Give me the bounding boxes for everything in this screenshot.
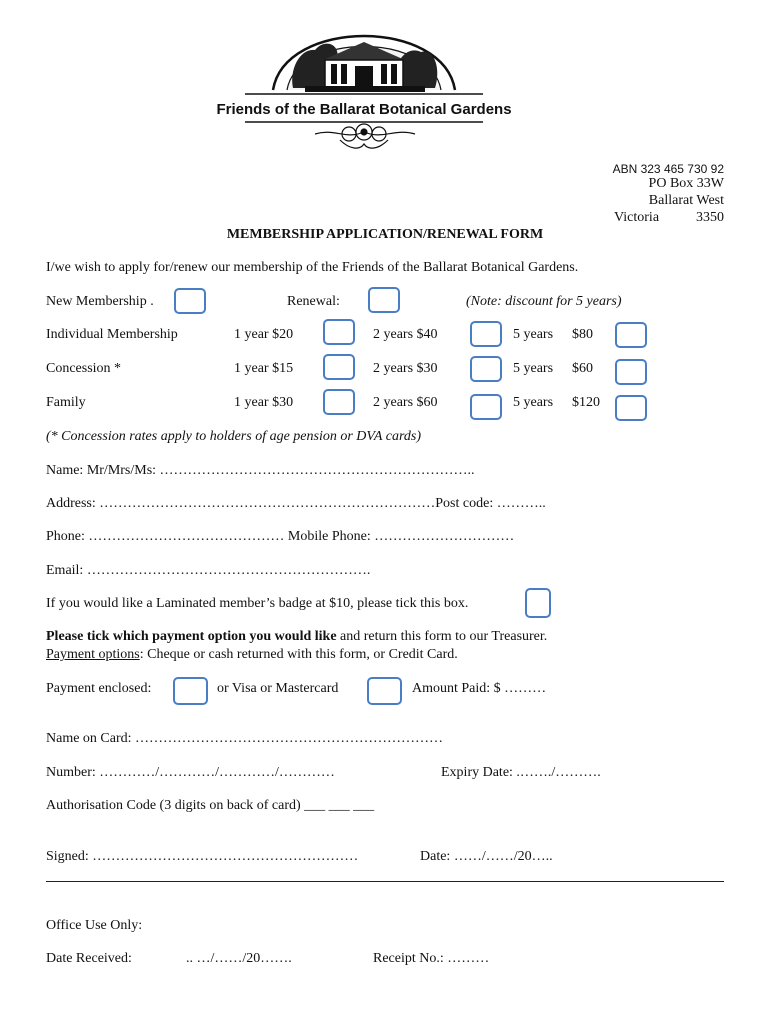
new-membership-label: New Membership . bbox=[46, 294, 154, 309]
date-received-value[interactable]: .. …/……/20……. bbox=[186, 951, 292, 966]
payment-instruction-rest: and return this form to our Treasurer. bbox=[336, 629, 548, 644]
name-on-card-field[interactable]: Name on Card: ………………………………………………………… bbox=[46, 731, 444, 746]
individual-5yr-checkbox[interactable] bbox=[615, 322, 647, 348]
receipt-number-field[interactable]: Receipt No.: ……… bbox=[373, 951, 490, 966]
concession-5yr-checkbox[interactable] bbox=[615, 359, 647, 385]
family-5yr-checkbox[interactable] bbox=[615, 395, 647, 421]
concession-note: (* Concession rates apply to holders of age pension or DVA cards) bbox=[46, 429, 421, 444]
renewal-checkbox[interactable] bbox=[368, 287, 400, 313]
rate-individual-5yr-price: $80 bbox=[572, 327, 593, 342]
divider bbox=[46, 881, 724, 882]
rate-family-5yr-price: $120 bbox=[572, 395, 600, 410]
signed-field[interactable]: Signed: ………………………………………………… bbox=[46, 849, 359, 864]
logo-text: Friends of the Ballarat Botanical Gardens bbox=[216, 101, 512, 118]
visa-mastercard-label: or Visa or Mastercard bbox=[217, 681, 339, 696]
date-received-label: Date Received: bbox=[46, 951, 132, 966]
rate-family-5yr-label: 5 years bbox=[513, 395, 554, 410]
payment-options-text: : Cheque or cash returned with this form, or Credit Card. bbox=[139, 647, 458, 662]
payment-instruction bbox=[46, 629, 547, 645]
rate-label-family: Family bbox=[46, 395, 86, 410]
discount-note: (Note: discount for 5 years) bbox=[466, 294, 622, 309]
new-membership-checkbox[interactable] bbox=[174, 288, 206, 314]
family-1yr-checkbox[interactable] bbox=[323, 389, 355, 415]
renewal-label: Renewal: bbox=[287, 294, 340, 309]
payment-enclosed-checkbox[interactable] bbox=[173, 677, 208, 705]
payment-enclosed-label: Payment enclosed: bbox=[46, 681, 152, 696]
rate-individual-1yr: 1 year $20 bbox=[234, 327, 294, 342]
visa-mastercard-checkbox[interactable] bbox=[367, 677, 402, 705]
rate-family-1yr: 1 year $30 bbox=[234, 395, 294, 410]
rate-individual-2yr: 2 years $40 bbox=[373, 327, 438, 342]
office-use-title: Office Use Only: bbox=[46, 918, 143, 933]
family-2yr-checkbox[interactable] bbox=[470, 394, 502, 420]
signed-date-field[interactable]: Date: ……/……/20….. bbox=[420, 849, 553, 864]
rate-individual-5yr-label: 5 years bbox=[513, 327, 554, 342]
rate-concession-2yr: 2 years $30 bbox=[373, 361, 438, 376]
address-postcode: 3350 bbox=[696, 210, 724, 225]
name-field[interactable]: Name: Mr/Mrs/Ms: ………………………………………………………….. bbox=[46, 463, 475, 478]
amount-paid-field[interactable]: Amount Paid: $ ……… bbox=[412, 681, 547, 696]
rate-family-2yr: 2 years $60 bbox=[373, 395, 438, 410]
abn: ABN 323 465 730 92 bbox=[612, 162, 724, 176]
address-line-1: PO Box 33W bbox=[648, 176, 724, 191]
card-number-field[interactable]: Number: …………/…………/…………/………… bbox=[46, 765, 335, 780]
phone-field[interactable]: Phone: …………………………………… Mobile Phone: ………………………… bbox=[46, 529, 515, 544]
email-field[interactable]: Email: ……………………………………………………. bbox=[46, 563, 371, 578]
address-state: Victoria bbox=[614, 210, 660, 225]
concession-1yr-checkbox[interactable] bbox=[323, 354, 355, 380]
individual-2yr-checkbox[interactable] bbox=[470, 321, 502, 347]
payment-instruction-bold: Please tick which payment option you would like bbox=[46, 629, 337, 644]
rate-label-individual: Individual Membership bbox=[46, 327, 178, 342]
expiry-date-field[interactable]: Expiry Date: .……./………. bbox=[441, 765, 601, 780]
auth-code-field[interactable]: Authorisation Code (3 digits on back of card) ___ ___ ___ bbox=[46, 798, 375, 813]
form-title: MEMBERSHIP APPLICATION/RENEWAL FORM bbox=[226, 227, 544, 242]
payment-options bbox=[46, 647, 458, 663]
concession-2yr-checkbox[interactable] bbox=[470, 356, 502, 382]
individual-1yr-checkbox[interactable] bbox=[323, 319, 355, 345]
badge-text: If you would like a Laminated member’s badge at $10, please tick this box. bbox=[46, 596, 469, 611]
payment-options-label: Payment options bbox=[46, 647, 140, 662]
address-field[interactable]: Address: ………………………………………………………………Post code: ……….. bbox=[46, 496, 546, 511]
badge-checkbox[interactable] bbox=[525, 588, 551, 618]
organisation-logo bbox=[216, 8, 512, 156]
rate-concession-5yr-label: 5 years bbox=[513, 361, 554, 376]
address-line-2: Ballarat West bbox=[648, 193, 724, 208]
rate-label-concession: Concession * bbox=[46, 361, 122, 376]
rate-concession-1yr: 1 year $15 bbox=[234, 361, 294, 376]
intro-text: I/we wish to apply for/renew our membership of the Friends of the Ballarat Botanical Gardens. bbox=[46, 260, 579, 275]
rate-concession-5yr-price: $60 bbox=[572, 361, 593, 376]
